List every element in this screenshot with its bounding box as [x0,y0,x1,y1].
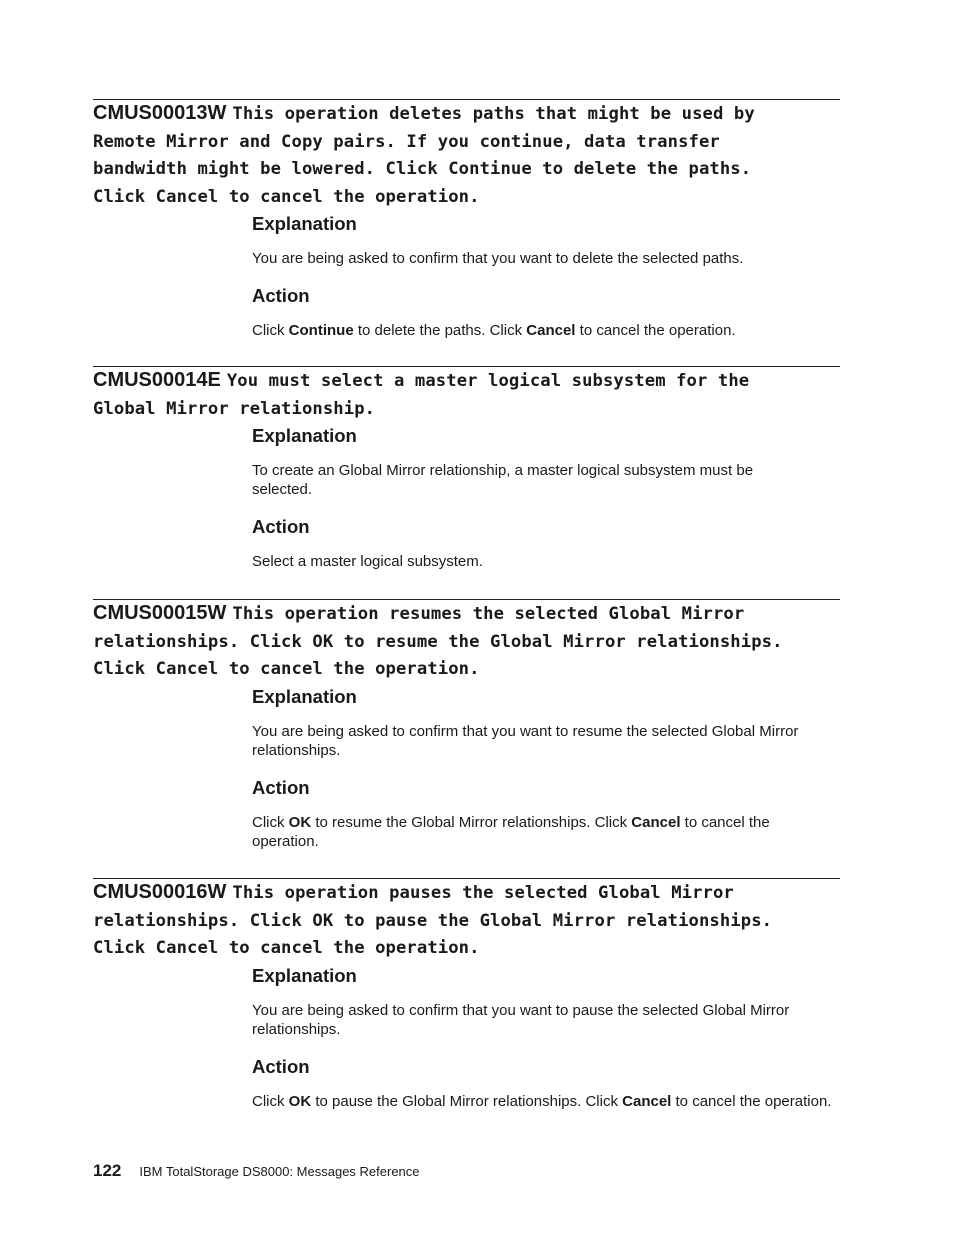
message-text-line: Click Cancel to cancel the operation. [93,938,480,958]
message-cmus00013w [93,99,840,357]
explanation-text: You are being asked to confirm that you want to pause the selected Global Mirror relationships. [252,1001,790,1038]
action-text: Click Continue to delete the paths. Click Cancel to cancel the operation. [252,322,736,339]
action-heading: Action [252,1055,310,1077]
message-text-line: This operation resumes the selected Global Mirror [232,604,745,624]
message-text-line: relationships. Click OK to pause the Global Mirror relationships. [93,910,773,931]
message-id: CMUS00016W [93,881,227,903]
action-heading: Action [252,285,310,306]
message-cmus00015w [93,599,840,868]
explanation-heading: Explanation [252,213,357,234]
message-text-line: Remote Mirror and Copy pairs. If you continue, data transfer [93,131,720,152]
message-heading [93,367,840,423]
page-number: 122 [93,1161,122,1180]
message-text-line: Click Cancel to cancel the operation. [93,186,480,207]
message-id: CMUS00015W [93,602,227,624]
message-text-line: This operation deletes paths that might be used by [232,104,755,124]
action-text: Click OK to resume the Global Mirror relationships. Click Cancel to cancel the operation. [252,813,770,850]
explanation-text: To create an Global Mirror relationship, a master logical subsystem must be selected. [252,462,754,498]
message-cmus00014e [93,366,840,588]
action-text: Select a master logical subsystem. [252,553,483,570]
explanation-text: You are being asked to confirm that you want to resume the selected Global Mirror relationships. [252,722,799,759]
message-heading [93,100,840,211]
message-text-line: Global Mirror relationship. [93,398,376,419]
message-text-line: This operation pauses the selected Global Mirror [232,883,734,903]
action-text: Click OK to pause the Global Mirror relationships. Click Cancel to cancel the operation. [252,1092,832,1110]
message-heading [93,879,840,963]
message-text-line: Click Cancel to cancel the operation. [93,659,480,679]
message-text-line: relationships. Click OK to resume the Global Mirror relationships. [93,631,783,652]
message-text-line: You must select a master logical subsystem for the [226,371,750,391]
page-footer [93,1161,420,1181]
action-heading: Action [252,516,310,537]
message-id: CMUS00013W [93,102,227,124]
message-cmus00016w [93,878,840,1128]
explanation-heading: Explanation [252,425,357,446]
explanation-text: You are being asked to confirm that you want to delete the selected paths. [252,250,744,267]
book-title: IBM TotalStorage DS8000: Messages Reference [139,1164,420,1179]
message-text-line: bandwidth might be lowered. Click Continue to delete the paths. [93,159,752,179]
message-id: CMUS00014E [93,369,221,391]
explanation-heading: Explanation [252,964,357,986]
explanation-heading: Explanation [252,685,357,707]
action-heading: Action [252,776,310,798]
message-heading [93,600,840,684]
